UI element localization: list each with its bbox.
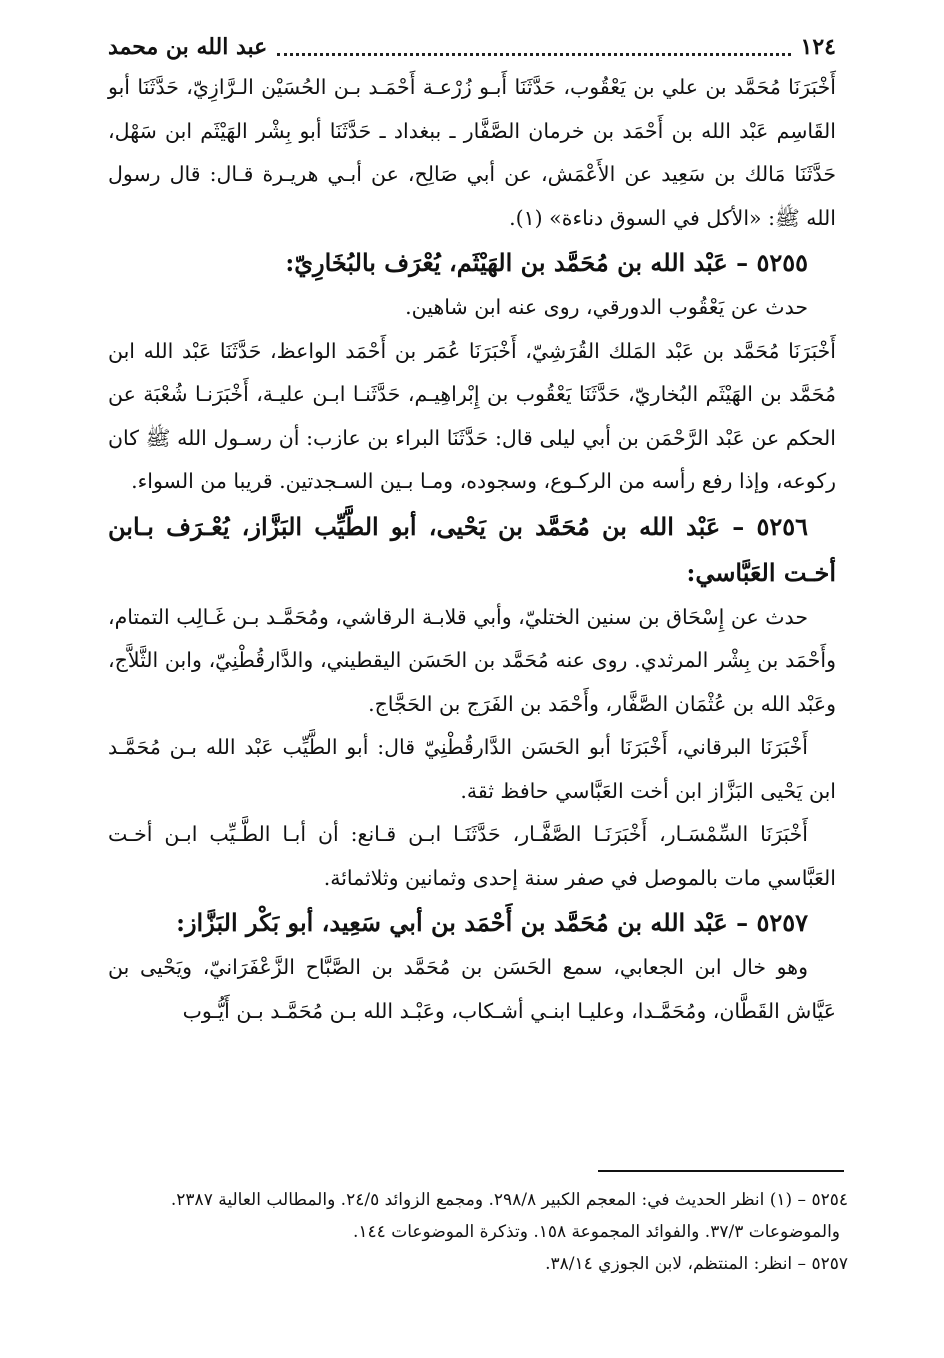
page-header (108, 30, 836, 64)
main-text (108, 66, 836, 1033)
running-title: عبد الله بن محمد (108, 34, 268, 60)
entry-heading: ٥٢٥٧ – عَبْد الله بن مُحَمَّد بن أَحْمَد بن أبي سَعِيد، أبو بَكْر البَزَّاز: (176, 908, 808, 937)
footnote: والموضوعات ٣٧/٣. والفوائد المجموعة ١٥٨. وتذكرة الموضوعات ١٤٤. (353, 1222, 840, 1242)
paragraph: وهو خال ابن الجعابي، سمع الحَسَن بن مُحَمَّد بن الصَّبَّاح الزَّعْفَرَانيّ، ويَحْيى بن عَيَّاش القَطَّان، ومُحَمَّـدا، وعليـا ابنـي أشـكاب، وعَبْـد الله بـن مُحَمَّـد بـن أَيُّـوب (108, 955, 836, 1023)
footnote: ٥٢٥٧ – انظر: المنتظم، لابن الجوزي ٣٨/١٤. (545, 1254, 848, 1274)
header-dot-leader (277, 39, 790, 56)
footnote: ٥٢٥٤ – (١) انظر الحديث في: المعجم الكبير ٢٩٨/٨. ومجمع الزوائد ٢٤/٥. والمطالب العالية ٢٣٨٧. (170, 1190, 848, 1210)
page-number: ١٢٤ (800, 34, 836, 60)
entry-heading: ٥٢٥٦ – عَبْد الله بن مُحَمَّد بن يَحْيى، أبو الطَّيِّب البَزَّاز، يُعْـرَف بـابن أخـت العَبَّاسي: (108, 511, 836, 587)
entry-heading: ٥٢٥٥ – عَبْد الله بن مُحَمَّد بن الهَيْثَم، يُعْرَف بالبُخَارِيّ: (285, 248, 808, 277)
paragraph: حدث عن يَعْقُوب الدورقي، روى عنه ابن شاهين. (405, 295, 808, 319)
paragraph: أَخْبَرَنَا مُحَمَّد بن علي بن يَعْقُوب، حَدَّثَنَا أَبـو زُرْعـة أَحْمَـد بـن الحُسَيْن الـرَّازِيّ، حَدَّثَنَا أبو القَاسِم عَبْد الله بن أَحْمَد بن خرمان الصَّفَّار ـ ببغداد ـ حَدَّثَنَا أبو بِشْر الهَيْثَم ابن سَهْل، حَدَّثَنَا مَالك بن سَعِيد عن الأَعْمَش، عن أبي صَالِح، عن أبـي هريـرة قـال: قال رسول الله ﷺ: «الأكل في السوق دناءة» (١). (108, 75, 836, 230)
paragraph: أَخْبَرَنَا السِّمْسَـار، أَخْبَرَنَـا الصَّفَّـار، حَدَّثَنَـا ابـن قـانع: أن أبـا الطَّـيِّب ابـن أخـت العَبَّاسي مات بالموصل في صفر سنة إحدى وثمانين وثلاثمائة. (108, 822, 836, 890)
footnotes (108, 1184, 848, 1280)
footnote-separator (598, 1170, 844, 1172)
paragraph: أَخْبَرَنَا مُحَمَّد بن عَبْد المَلك القُرَشِيّ، أَخْبَرَنَا عُمَر بن أَحْمَد الواعظ، حَدَّثَنَا عَبْد الله ابن مُحَمَّد بن الهَيْثَم البُخاريّ، حَدَّثَنَا يَعْقُوب بن إِبْراهِيـم، حَدَّثَنـا ابـن عليـة، أَخْبَرَنـا شُعْبَة عن الحكم عن عَبْد الرَّحْمَن بن أبي ليلى قال: حَدَّثَنَا البراء بن عازب: أن رسـول الله ﷺ كان ركوعه، وإذا رفع رأسه من الركـوع، وسجوده، ومـا بـين السـجدتين. قريبا من السواء. (108, 338, 836, 493)
paragraph: أَخْبَرَنَا البرقاني، أَخْبَرَنَا أبو الحَسَن الدَّارقُطْنِيّ قال: أبو الطَّيِّب عَبْد الله بـن مُحَمَّـد ابن يَحْيى البَزَّاز ابن أخت العَبَّاسي حافظ ثقة. (108, 735, 836, 803)
paragraph: حدث عن إِسْحَاق بن سنين الختليّ، وأبي قلابـة الرقاشي، ومُحَمَّـد بـن غَـالِب التمتام، وأَحْمَد بن بِشْر المرثدي. روى عنه مُحَمَّد بن الحَسَن اليقطيني، والدَّارقُطْنِيّ، وابن الثَّلاَّج، وعَبْد الله بن عُثْمَان الصَّفَّار، وأَحْمَد بن الفَرَج بن الحَجَّاج. (108, 604, 836, 716)
